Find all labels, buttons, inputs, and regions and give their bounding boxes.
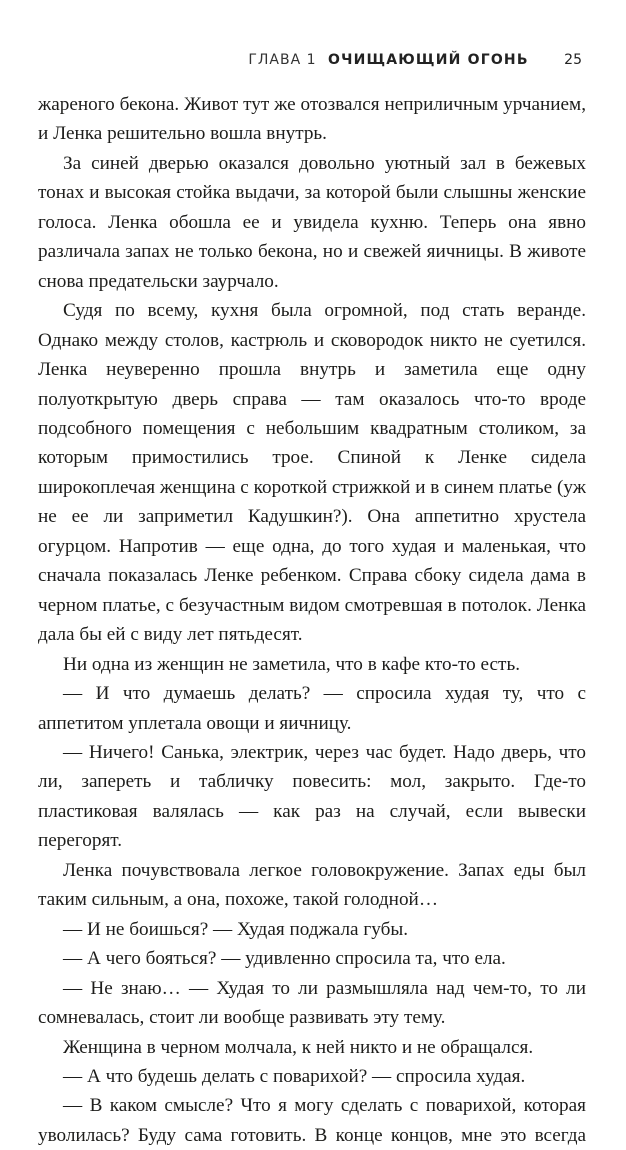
- paragraph: жареного бекона. Живот тут же отозвался неприличным урчанием, и Ленка решительно вошла внутрь.: [38, 94, 586, 145]
- paragraph: За синей дверью оказался довольно уютный зал в бежевых тонах и высокая стойка выдачи, за которой были слышны женские голоса. Ленка обошла ее и увидела кухню. Теперь она явно различала запах не только бекона, но и свежей яичницы. В животе снова предательски заурчало.: [38, 152, 586, 292]
- chapter-label: ГЛАВА 1: [248, 52, 317, 68]
- paragraph: Женщина в черном молчала, к ней никто и не обращался.: [63, 1036, 534, 1058]
- running-head: [0, 52, 582, 68]
- body-text: [38, 90, 586, 1150]
- paragraph: — И не боишься? — Худая поджала губы.: [63, 918, 409, 940]
- paragraph: Судя по всему, кухня была огромной, под стать веранде. Однако между столов, кастрюль и сковородок никто не суетился. Ленка неуверенно прошла внутрь и заметила еще одну полуоткрытую дверь справа — там оказалось что-то вроде подсобного помещения с небольшим квадратным столиком, за которым примостились трое. Спиной к Ленке сидела широкоплечая женщина с короткой стрижкой и в синем платье (уж не ее ли заприметил Кадушкин?). Она аппетитно хрустела огурцом. Напротив — еще одна, до того худая и маленькая, что сначала показалась Ленке ребенком. Справа сбоку сидела дама в черном платье, с безучастным видом смотревшая в потолок. Ленка дала бы ей с виду лет пятьдесят.: [38, 300, 586, 646]
- paragraph: Ни одна из женщин не заметила, что в кафе кто-то есть.: [63, 653, 520, 675]
- paragraph: — Не знаю… — Худая то ли размышляла над чем-то, то ли сомневалась, стоит ли вообще развивать эту тему.: [38, 977, 586, 1029]
- paragraph: Ленка почувствовала легкое головокружение. Запах еды был таким сильным, а она, похоже, такой голодной…: [38, 859, 586, 911]
- paragraph: — И что думаешь делать? — спросила худая ту, что с аппетитом уплетала овощи и яичницу.: [38, 683, 586, 734]
- paragraph: — В каком смысле? Что я могу сделать с поварихой, которая уволилась? Буду сама готовить. В конце концов, мне это всегда: [38, 1095, 586, 1146]
- paragraph: — Ничего! Санька, электрик, через час будет. Надо дверь, что ли, запереть и табличку повесить: мол, закрыто. Где-то пластиковая валялась — как раз на случай, если вывески перегорят.: [38, 741, 586, 852]
- paragraph: — А чего бояться? — удивленно спросила та, что ела.: [63, 948, 506, 970]
- chapter-title: ОЧИЩАЮЩИЙ ОГОНЬ: [327, 52, 529, 68]
- paragraph: — А что будешь делать с поварихой? — спросила худая.: [63, 1065, 526, 1087]
- page-number: 25: [564, 52, 582, 68]
